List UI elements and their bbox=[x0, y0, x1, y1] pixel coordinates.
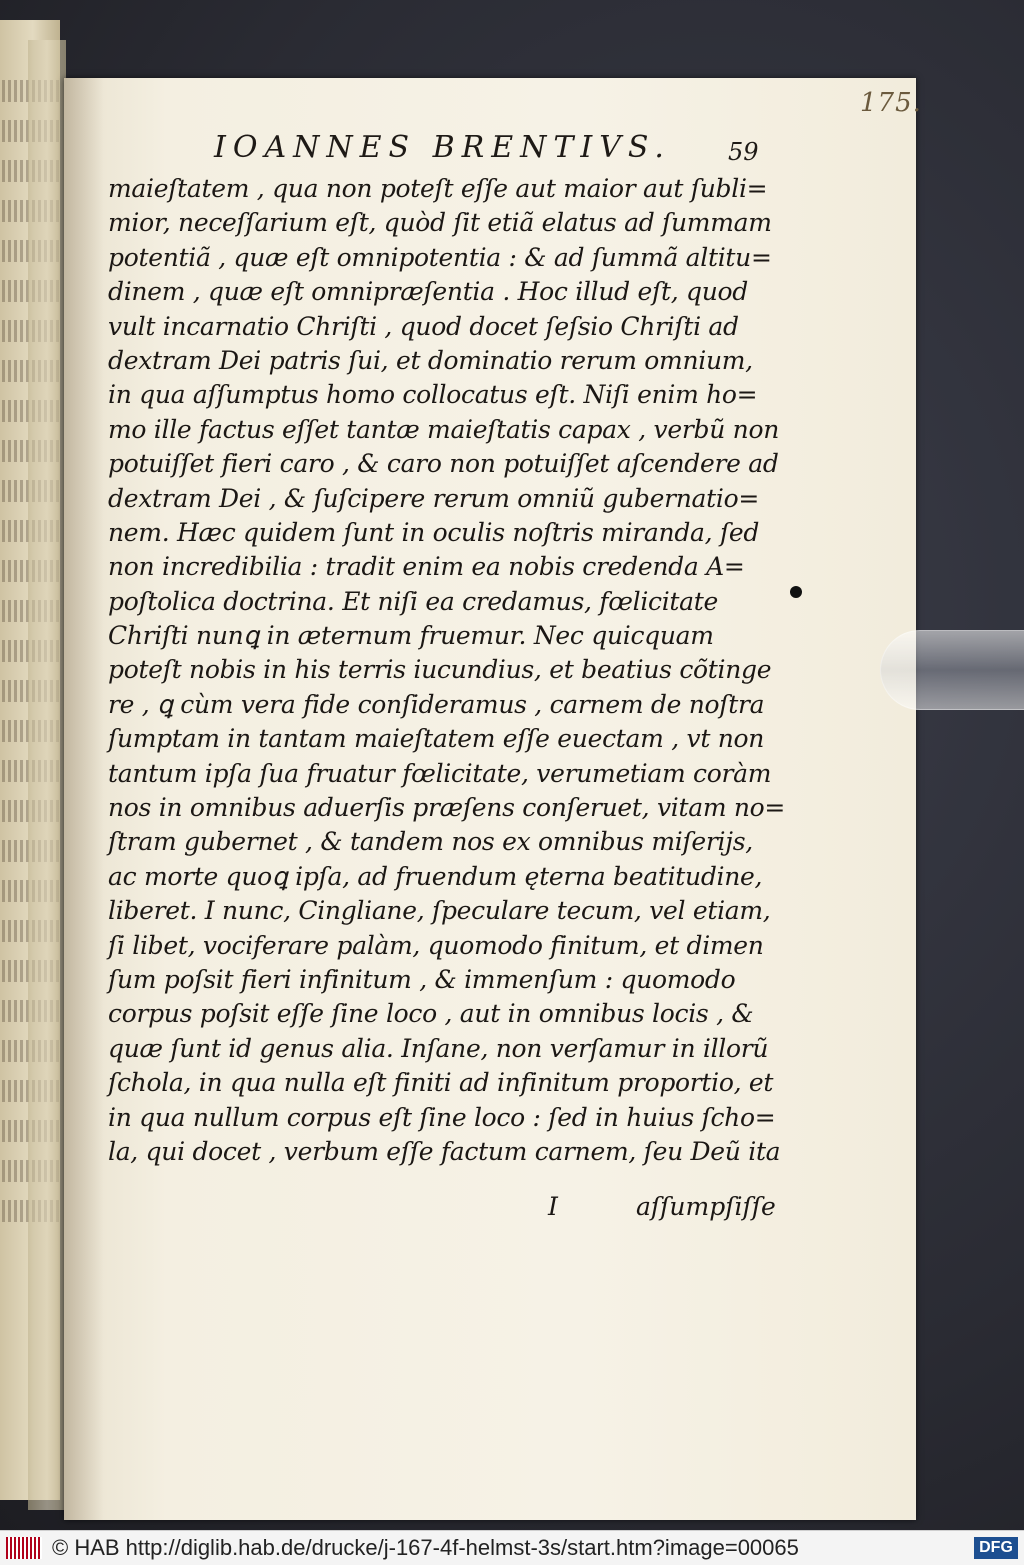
page-stack-edge bbox=[28, 40, 66, 1510]
footer-copyright-url[interactable]: © HAB http://diglib.hab.de/drucke/j-167-4f-helmst-3s/start.htm?image=00065 bbox=[52, 1535, 799, 1560]
text-line: dextram Dei , & ſuſcipere rerum omniũ gubernatio= bbox=[108, 483, 759, 513]
text-line: mior, neceſſarium eſt, quòd ſit etiã elatus ad ſummam bbox=[108, 208, 772, 238]
text-line: potentiã , quæ eſt omnipotentia : & ad ſummã altitu= bbox=[108, 242, 772, 272]
handwritten-folio-number: 175. bbox=[860, 88, 922, 118]
text-line: mo ille factus eſſet tantæ maieſtatis capax , verbũ non bbox=[108, 414, 780, 444]
text-line: ac morte quoꝗ ipſa, ad fruendum ęterna beatitudine, bbox=[108, 861, 763, 891]
running-head: IOANNES BRENTIVS. bbox=[214, 130, 671, 165]
text-line: in qua aſſumptus homo collocatus eſt. Niſi enim ho= bbox=[108, 380, 758, 410]
page-holder-clip bbox=[880, 630, 1024, 710]
text-line: potuiſſet fieri caro , & caro non potuiſſet aſcendere ad bbox=[108, 449, 779, 479]
footer-bar bbox=[0, 1530, 1024, 1565]
catchword: aſſumpſiſſe bbox=[636, 1192, 776, 1221]
text-line: nem. Hæc quidem ſunt in oculis noſtris miranda, ſed bbox=[108, 517, 760, 547]
text-line: corpus poſsit eſſe ſine loco , aut in omnibus locis , & bbox=[108, 999, 754, 1029]
text-line: ſchola, in qua nulla eſt finiti ad infinitum proportio, et bbox=[108, 1068, 774, 1098]
text-line: maieſtatem , qua non poteſt eſſe aut maior aut ſubli= bbox=[108, 174, 768, 203]
dfg-logo: DFG bbox=[974, 1537, 1018, 1559]
text-line: liberet. I nunc, Cingliane, ſpeculare tecum, vel etiam, bbox=[108, 896, 771, 926]
text-line: ſtram gubernet , & tandem nos ex omnibus miſerijs, bbox=[108, 827, 753, 857]
page-number: 59 bbox=[728, 138, 759, 166]
signature-line bbox=[108, 1192, 788, 1226]
book-page bbox=[64, 78, 922, 1520]
hab-barcode-logo-icon bbox=[6, 1537, 42, 1559]
text-line: la, qui docet , verbum eſſe factum carnem, ſeu Deũ ita bbox=[108, 1136, 781, 1166]
gutter-shadow bbox=[64, 78, 104, 1520]
text-line: quæ ſunt id genus alia. Inſane, non verſamur in illorũ bbox=[108, 1033, 769, 1063]
text-line: re , ꝗ cùm vera fide conſideramus , carnem de noſtra bbox=[108, 689, 765, 719]
text-line: nos in omnibus aduerſis præſens conſeruet, vitam no= bbox=[108, 793, 786, 823]
text-line: dextram Dei patris ſui, et dominatio rerum omnium, bbox=[108, 345, 753, 375]
text-line: ſumptam in tantam maieſtatem eſſe euectam , vt non bbox=[108, 724, 765, 754]
text-line: Chriſti nunꝗ in æternum fruemur. Nec quicquam bbox=[108, 621, 714, 651]
margin-dot-marker bbox=[790, 586, 802, 598]
text-line: in qua nullum corpus eſt ſine loco : ſed in huius ſcho= bbox=[108, 1102, 776, 1132]
signature-mark: I bbox=[548, 1192, 558, 1221]
text-line: ſi libet, vociferare palàm, quomodo finitum, et dimen bbox=[108, 930, 764, 960]
text-line: poſtolica doctrina. Et niſi ea credamus, fœlicitate bbox=[108, 586, 719, 616]
text-line: ſum poſsit fieri infinitum , & immenſum : quomodo bbox=[108, 964, 736, 994]
text-line: dinem , quæ eſt omnipræſentia . Hoc illud eſt, quod bbox=[108, 277, 748, 307]
text-line: non incredibilia : tradit enim ea nobis credenda A= bbox=[108, 552, 745, 582]
text-line: tantum ipſa ſua fruatur fœlicitate, verumetiam coràm bbox=[108, 758, 772, 788]
text-line: vult incarnatio Chriſti , quod docet ſeſsio Chriſti ad bbox=[108, 311, 739, 341]
text-line: poteſt nobis in his terris iucundius, et beatius cõtinge bbox=[108, 655, 772, 685]
body-text bbox=[108, 172, 788, 1169]
